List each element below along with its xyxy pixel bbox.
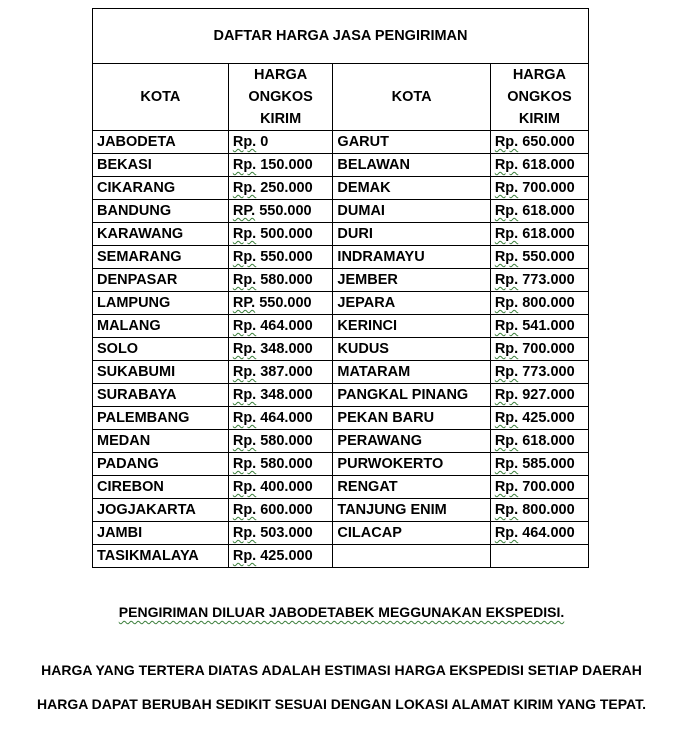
table-row	[93, 361, 589, 384]
city-cell-left: SOLO	[93, 338, 229, 361]
city-cell-left: DENPASAR	[93, 269, 229, 292]
price-value: 464.000	[522, 525, 575, 541]
note-ekspedisi	[0, 604, 683, 620]
currency-label: Rp.	[494, 364, 519, 380]
currency-label: Rp.	[232, 157, 257, 173]
note-ekspedisi-text: PENGIRIMAN DILUAR JABODETABEK MEGGUNAKAN EKSPEDISI.	[118, 604, 565, 620]
city-cell-left: SEMARANG	[93, 246, 229, 269]
table-row	[93, 407, 589, 430]
price-value: 618.000	[522, 157, 575, 173]
price-cell-left	[228, 453, 333, 476]
table-row	[93, 338, 589, 361]
city-cell-right: PERAWANG	[333, 430, 490, 453]
city-cell-right: BELAWAN	[333, 154, 490, 177]
table-body	[93, 131, 589, 568]
city-cell-right: PURWOKERTO	[333, 453, 490, 476]
currency-label: Rp.	[232, 249, 257, 265]
currency-label: Rp.	[494, 318, 519, 334]
currency-label: Rp.	[494, 180, 519, 196]
currency-label: Rp.	[232, 479, 257, 495]
city-cell-right: TANJUNG ENIM	[333, 499, 490, 522]
price-value: 618.000	[522, 433, 575, 449]
price-value: 700.000	[522, 341, 575, 357]
currency-label: Rp.	[232, 134, 257, 150]
price-cell-left	[228, 384, 333, 407]
city-cell-right: JEMBER	[333, 269, 490, 292]
table-title: DAFTAR HARGA JASA PENGIRIMAN	[93, 9, 589, 64]
price-value: 541.000	[522, 318, 575, 334]
price-cell-left	[228, 545, 333, 568]
currency-label: Rp.	[494, 433, 519, 449]
city-cell-left: MEDAN	[93, 430, 229, 453]
price-value: 700.000	[522, 479, 575, 495]
table-row	[93, 476, 589, 499]
city-cell-right	[333, 545, 490, 568]
price-cell-left	[228, 476, 333, 499]
price-cell-right	[490, 154, 588, 177]
price-cell-left	[228, 338, 333, 361]
currency-label: Rp.	[232, 226, 257, 242]
city-cell-left: JAMBI	[93, 522, 229, 545]
price-cell-right	[490, 177, 588, 200]
price-cell-left	[228, 154, 333, 177]
price-cell-right	[490, 476, 588, 499]
city-cell-left: JOGJAKARTA	[93, 499, 229, 522]
table-row	[93, 269, 589, 292]
price-value: 0	[260, 134, 269, 150]
price-value: 650.000	[522, 134, 575, 150]
currency-label: Rp.	[494, 295, 519, 311]
price-value: 550.000	[260, 249, 313, 265]
price-value: 348.000	[260, 341, 313, 357]
currency-label: Rp.	[494, 341, 519, 357]
price-cell-right	[490, 499, 588, 522]
city-cell-right: PANGKAL PINANG	[333, 384, 490, 407]
price-value: 773.000	[522, 272, 575, 288]
city-cell-left: BEKASI	[93, 154, 229, 177]
header-harga-left	[228, 64, 333, 131]
price-cell-right	[490, 200, 588, 223]
city-cell-left: PALEMBANG	[93, 407, 229, 430]
price-cell-right	[490, 522, 588, 545]
table-row	[93, 315, 589, 338]
table-row	[93, 292, 589, 315]
price-value: 400.000	[260, 479, 313, 495]
currency-label: Rp.	[232, 525, 257, 541]
price-value: 503.000	[260, 525, 313, 541]
currency-label: Rp.	[232, 341, 257, 357]
price-cell-right	[490, 131, 588, 154]
header-harga-left-line: HARGA	[254, 67, 308, 83]
city-cell-right: DUMAI	[333, 200, 490, 223]
currency-label: Rp.	[232, 364, 257, 380]
price-value: 700.000	[522, 180, 575, 196]
currency-label: Rp.	[232, 433, 257, 449]
header-harga-right-line: ONGKOS	[507, 89, 572, 105]
price-cell-right	[490, 407, 588, 430]
currency-label: Rp.	[494, 226, 519, 242]
price-cell-left	[228, 361, 333, 384]
price-cell-left	[228, 315, 333, 338]
price-value: 464.000	[260, 410, 313, 426]
table-row	[93, 177, 589, 200]
currency-label: Rp.	[494, 387, 519, 403]
city-cell-right: DURI	[333, 223, 490, 246]
price-cell-left	[228, 177, 333, 200]
table-row	[93, 246, 589, 269]
price-value: 150.000	[260, 157, 313, 173]
price-sheet	[92, 8, 589, 568]
price-cell-right	[490, 384, 588, 407]
currency-label: Rp.	[232, 502, 257, 518]
header-harga-right-line: KIRIM	[518, 111, 560, 127]
currency-label: Rp.	[494, 272, 519, 288]
city-cell-right: JEPARA	[333, 292, 490, 315]
price-value: 580.000	[260, 433, 313, 449]
city-cell-right: MATARAM	[333, 361, 490, 384]
price-value: 600.000	[260, 502, 313, 518]
price-value: 580.000	[260, 456, 313, 472]
currency-label: Rp.	[494, 134, 519, 150]
price-cell-right	[490, 269, 588, 292]
price-value: 585.000	[522, 456, 575, 472]
price-cell-left	[228, 223, 333, 246]
price-value: 348.000	[260, 387, 313, 403]
table-row	[93, 154, 589, 177]
price-cell-right	[490, 361, 588, 384]
price-value: 425.000	[522, 410, 575, 426]
price-cell-left	[228, 407, 333, 430]
city-cell-left: CIKARANG	[93, 177, 229, 200]
price-value: 800.000	[522, 295, 575, 311]
price-table	[92, 8, 589, 568]
price-cell-right	[490, 430, 588, 453]
price-value: 250.000	[260, 180, 313, 196]
price-cell-left	[228, 499, 333, 522]
currency-label: RP.	[232, 203, 256, 219]
currency-label: Rp.	[494, 502, 519, 518]
price-value: 927.000	[522, 387, 575, 403]
currency-label: Rp.	[232, 456, 257, 472]
note-perubahan: HARGA DAPAT BERUBAH SEDIKIT SESUAI DENGAN LOKASI ALAMAT KIRIM YANG TEPAT.	[36, 696, 647, 712]
currency-label: Rp.	[494, 203, 519, 219]
price-value: 580.000	[260, 272, 313, 288]
price-value: 550.000	[259, 203, 312, 219]
price-cell-left	[228, 269, 333, 292]
table-row	[93, 131, 589, 154]
currency-label: Rp.	[494, 479, 519, 495]
header-harga-right	[490, 64, 588, 131]
currency-label: Rp.	[494, 525, 519, 541]
table-row	[93, 223, 589, 246]
currency-label: Rp.	[232, 410, 257, 426]
table-row	[93, 545, 589, 568]
table-row	[93, 499, 589, 522]
price-cell-right	[490, 292, 588, 315]
table-row	[93, 522, 589, 545]
price-cell-left	[228, 200, 333, 223]
price-value: 464.000	[260, 318, 313, 334]
currency-label: Rp.	[232, 548, 257, 564]
price-cell-left	[228, 292, 333, 315]
price-cell-left	[228, 131, 333, 154]
header-harga-left-line: KIRIM	[260, 111, 302, 127]
price-cell-right	[490, 246, 588, 269]
price-cell-left	[228, 522, 333, 545]
city-cell-left: BANDUNG	[93, 200, 229, 223]
city-cell-right: RENGAT	[333, 476, 490, 499]
city-cell-left: JABODETA	[93, 131, 229, 154]
city-cell-right: PEKAN BARU	[333, 407, 490, 430]
price-value: 387.000	[260, 364, 313, 380]
price-value: 425.000	[260, 548, 313, 564]
price-value: 618.000	[522, 226, 575, 242]
city-cell-right: DEMAK	[333, 177, 490, 200]
table-row	[93, 453, 589, 476]
currency-label: Rp.	[232, 318, 257, 334]
table-row	[93, 430, 589, 453]
city-cell-left: MALANG	[93, 315, 229, 338]
price-value: 550.000	[259, 295, 312, 311]
city-cell-left: SURABAYA	[93, 384, 229, 407]
price-cell-right	[490, 453, 588, 476]
currency-label: Rp.	[232, 180, 257, 196]
currency-label: Rp.	[494, 249, 519, 265]
city-cell-left: KARAWANG	[93, 223, 229, 246]
currency-label: RP.	[232, 295, 256, 311]
price-cell-left	[228, 430, 333, 453]
currency-label: Rp.	[232, 272, 257, 288]
city-cell-right: KUDUS	[333, 338, 490, 361]
city-cell-left: PADANG	[93, 453, 229, 476]
city-cell-right: GARUT	[333, 131, 490, 154]
city-cell-right: INDRAMAYU	[333, 246, 490, 269]
price-cell-right	[490, 315, 588, 338]
price-value: 550.000	[522, 249, 575, 265]
currency-label: Rp.	[494, 410, 519, 426]
currency-label: Rp.	[232, 387, 257, 403]
header-kota-right: KOTA	[333, 64, 490, 131]
city-cell-right: KERINCI	[333, 315, 490, 338]
city-cell-left: TASIKMALAYA	[93, 545, 229, 568]
header-harga-left-line: ONGKOS	[248, 89, 313, 105]
city-cell-left: LAMPUNG	[93, 292, 229, 315]
header-kota-left: KOTA	[93, 64, 229, 131]
city-cell-left: CIREBON	[93, 476, 229, 499]
price-cell-right	[490, 338, 588, 361]
table-row	[93, 200, 589, 223]
note-estimasi: HARGA YANG TERTERA DIATAS ADALAH ESTIMASI HARGA EKSPEDISI SETIAP DAERAH	[41, 662, 642, 678]
city-cell-left: SUKABUMI	[93, 361, 229, 384]
price-cell-left	[228, 246, 333, 269]
currency-label: Rp.	[494, 157, 519, 173]
price-value: 800.000	[522, 502, 575, 518]
price-value: 500.000	[260, 226, 313, 242]
price-value: 618.000	[522, 203, 575, 219]
currency-label: Rp.	[494, 456, 519, 472]
price-cell-right	[490, 223, 588, 246]
city-cell-right: CILACAP	[333, 522, 490, 545]
header-harga-right-line: HARGA	[512, 67, 566, 83]
price-cell-right	[490, 545, 588, 568]
table-row	[93, 384, 589, 407]
price-value: 773.000	[522, 364, 575, 380]
